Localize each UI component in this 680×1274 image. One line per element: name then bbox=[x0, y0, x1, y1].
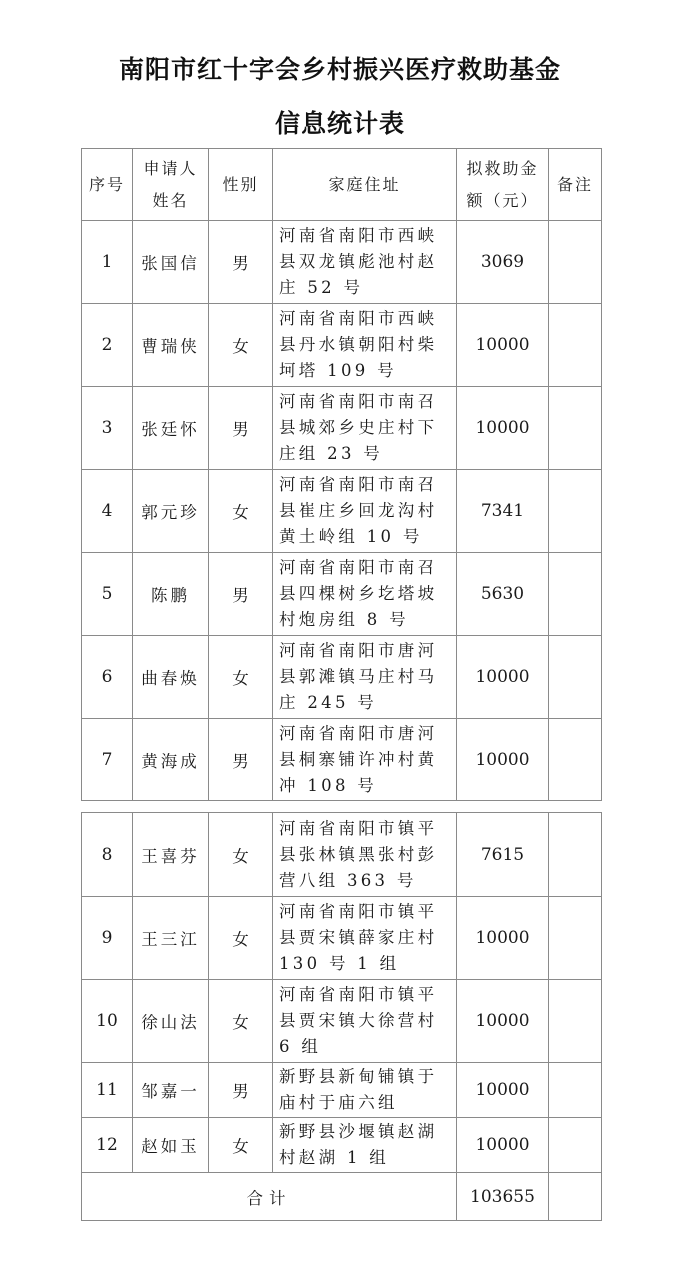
row-address bbox=[273, 304, 457, 387]
address-line: 县四棵树乡圪塔坡 bbox=[279, 584, 438, 603]
row-address bbox=[273, 719, 457, 801]
row-name: 黄海成 bbox=[133, 719, 209, 801]
row-address bbox=[273, 221, 457, 304]
header-address: 家庭住址 bbox=[273, 149, 457, 221]
address-line: 河南省南阳市南召 bbox=[279, 392, 438, 411]
address-line: 庙村于庙六组 bbox=[279, 1093, 398, 1112]
row-amount: 10000 bbox=[457, 980, 549, 1063]
table-header-row bbox=[82, 149, 602, 221]
row-gender: 女 bbox=[209, 304, 273, 387]
table-row bbox=[82, 813, 602, 897]
address-line: 河南省南阳市唐河 bbox=[279, 641, 438, 660]
address-line: 县城郊乡史庄村下 bbox=[279, 418, 438, 437]
row-gender: 男 bbox=[209, 553, 273, 636]
address-line: 县双龙镇彪池村赵 bbox=[279, 252, 438, 271]
row-remarks bbox=[549, 553, 602, 636]
address-line: 冲 108 号 bbox=[279, 775, 378, 795]
row-amount: 10000 bbox=[457, 387, 549, 470]
row-index: 11 bbox=[82, 1063, 133, 1118]
row-amount: 10000 bbox=[457, 304, 549, 387]
address-line: 河南省南阳市镇平 bbox=[279, 985, 438, 1004]
row-remarks bbox=[549, 636, 602, 719]
address-line: 庄 245 号 bbox=[279, 693, 378, 712]
address-line: 村炮房组 8 号 bbox=[279, 610, 409, 629]
row-index: 3 bbox=[82, 387, 133, 470]
row-remarks bbox=[549, 470, 602, 553]
row-gender: 男 bbox=[209, 719, 273, 801]
address-line: 黄土岭组 10 号 bbox=[279, 527, 423, 546]
row-gender: 男 bbox=[209, 221, 273, 304]
address-line: 6 组 bbox=[279, 1037, 322, 1056]
row-amount: 5630 bbox=[457, 553, 549, 636]
row-gender: 女 bbox=[209, 470, 273, 553]
row-amount: 7615 bbox=[457, 813, 549, 897]
total-remarks bbox=[549, 1173, 602, 1221]
address-line: 庄 52 号 bbox=[279, 278, 364, 297]
header-name-line1: 申请人 bbox=[143, 158, 198, 178]
table-row bbox=[82, 1063, 602, 1118]
table-row bbox=[82, 553, 602, 636]
address-line: 村赵湖 1 组 bbox=[279, 1148, 390, 1167]
row-address bbox=[273, 813, 457, 897]
table-total-row bbox=[82, 1173, 602, 1221]
row-index: 7 bbox=[82, 719, 133, 801]
row-address bbox=[273, 897, 457, 980]
address-line: 营八组 363 号 bbox=[279, 870, 417, 890]
document-title-line1: 南阳市红十字会乡村振兴医疗救助基金 bbox=[118, 55, 561, 84]
table-row bbox=[82, 304, 602, 387]
address-line: 庄组 23 号 bbox=[279, 444, 384, 463]
row-gender: 女 bbox=[209, 813, 273, 897]
row-gender: 女 bbox=[209, 980, 273, 1063]
table-row bbox=[82, 387, 602, 470]
row-index: 4 bbox=[82, 470, 133, 553]
table-row bbox=[82, 1118, 602, 1173]
table-row bbox=[82, 636, 602, 719]
row-name: 曹瑞侠 bbox=[133, 304, 209, 387]
row-amount: 10000 bbox=[457, 719, 549, 801]
row-address bbox=[273, 980, 457, 1063]
row-name: 曲春焕 bbox=[133, 636, 209, 719]
row-remarks bbox=[549, 221, 602, 304]
address-line: 河南省南阳市西峡 bbox=[279, 309, 438, 328]
header-remarks: 备注 bbox=[549, 149, 602, 221]
statistics-table-page2 bbox=[81, 812, 602, 1221]
row-gender: 男 bbox=[209, 387, 273, 470]
row-address bbox=[273, 470, 457, 553]
address-line: 河南省南阳市南召 bbox=[279, 475, 438, 494]
row-remarks bbox=[549, 1118, 602, 1173]
row-address bbox=[273, 1063, 457, 1118]
header-name-line2: 姓名 bbox=[152, 190, 189, 210]
row-index: 1 bbox=[82, 221, 133, 304]
row-address bbox=[273, 553, 457, 636]
row-amount: 3069 bbox=[457, 221, 549, 304]
address-line: 新野县沙堰镇赵湖 bbox=[279, 1122, 438, 1141]
address-line: 县张林镇黑张村彭 bbox=[279, 844, 438, 864]
row-name: 王喜芬 bbox=[133, 813, 209, 897]
row-name: 张国信 bbox=[133, 221, 209, 304]
document-title-line2: 信息统计表 bbox=[274, 109, 405, 138]
row-name: 张廷怀 bbox=[133, 387, 209, 470]
table-row bbox=[82, 719, 602, 801]
row-index: 12 bbox=[82, 1118, 133, 1173]
table-row bbox=[82, 980, 602, 1063]
row-gender: 女 bbox=[209, 636, 273, 719]
row-name: 徐山法 bbox=[133, 980, 209, 1063]
row-amount: 10000 bbox=[457, 1063, 549, 1118]
header-applicant-name bbox=[133, 149, 209, 221]
row-index: 2 bbox=[82, 304, 133, 387]
row-gender: 女 bbox=[209, 897, 273, 980]
row-name: 赵如玉 bbox=[133, 1118, 209, 1173]
address-line: 县郭滩镇马庄村马 bbox=[279, 667, 438, 686]
address-line: 河南省南阳市南召 bbox=[279, 558, 438, 577]
address-line: 县丹水镇朝阳村柴 bbox=[279, 335, 438, 354]
row-name: 王三江 bbox=[133, 897, 209, 980]
row-gender: 男 bbox=[209, 1063, 273, 1118]
table-row bbox=[82, 897, 602, 980]
row-amount: 7341 bbox=[457, 470, 549, 553]
row-remarks bbox=[549, 304, 602, 387]
row-name: 陈鹏 bbox=[133, 553, 209, 636]
address-line: 河南省南阳市唐河 bbox=[279, 723, 438, 743]
total-amount: 103655 bbox=[457, 1173, 549, 1221]
row-amount: 10000 bbox=[457, 636, 549, 719]
row-amount: 10000 bbox=[457, 1118, 549, 1173]
row-address bbox=[273, 387, 457, 470]
row-remarks bbox=[549, 719, 602, 801]
row-index: 5 bbox=[82, 553, 133, 636]
address-line: 河南省南阳市镇平 bbox=[279, 902, 438, 921]
row-remarks bbox=[549, 897, 602, 980]
header-amount-line2: 额（元） bbox=[466, 190, 539, 210]
row-index: 8 bbox=[82, 813, 133, 897]
row-index: 10 bbox=[82, 980, 133, 1063]
row-name: 郭元珍 bbox=[133, 470, 209, 553]
address-line: 新野县新甸铺镇于 bbox=[279, 1067, 438, 1086]
row-index: 6 bbox=[82, 636, 133, 719]
header-index: 序号 bbox=[82, 149, 133, 221]
row-index: 9 bbox=[82, 897, 133, 980]
statistics-table-page1 bbox=[81, 148, 602, 801]
row-remarks bbox=[549, 387, 602, 470]
row-remarks bbox=[549, 1063, 602, 1118]
address-line: 县桐寨铺许冲村黄 bbox=[279, 749, 438, 769]
row-gender: 女 bbox=[209, 1118, 273, 1173]
table-row bbox=[82, 470, 602, 553]
total-label: 合计 bbox=[82, 1173, 457, 1221]
address-line: 坷塔 109 号 bbox=[279, 361, 397, 380]
table-row bbox=[82, 221, 602, 304]
row-name: 邹嘉一 bbox=[133, 1063, 209, 1118]
row-remarks bbox=[549, 980, 602, 1063]
row-address bbox=[273, 1118, 457, 1173]
address-line: 河南省南阳市镇平 bbox=[279, 818, 438, 838]
row-amount: 10000 bbox=[457, 897, 549, 980]
address-line: 县崔庄乡回龙沟村 bbox=[279, 501, 438, 520]
header-gender: 性别 bbox=[209, 149, 273, 221]
address-line: 130 号 1 组 bbox=[279, 954, 400, 973]
address-line: 县贾宋镇大徐营村 bbox=[279, 1011, 438, 1030]
header-amount bbox=[457, 149, 549, 221]
row-address bbox=[273, 636, 457, 719]
row-remarks bbox=[549, 813, 602, 897]
address-line: 河南省南阳市西峡 bbox=[279, 226, 438, 245]
address-line: 县贾宋镇薛家庄村 bbox=[279, 928, 438, 947]
header-amount-line1: 拟救助金 bbox=[466, 158, 539, 178]
